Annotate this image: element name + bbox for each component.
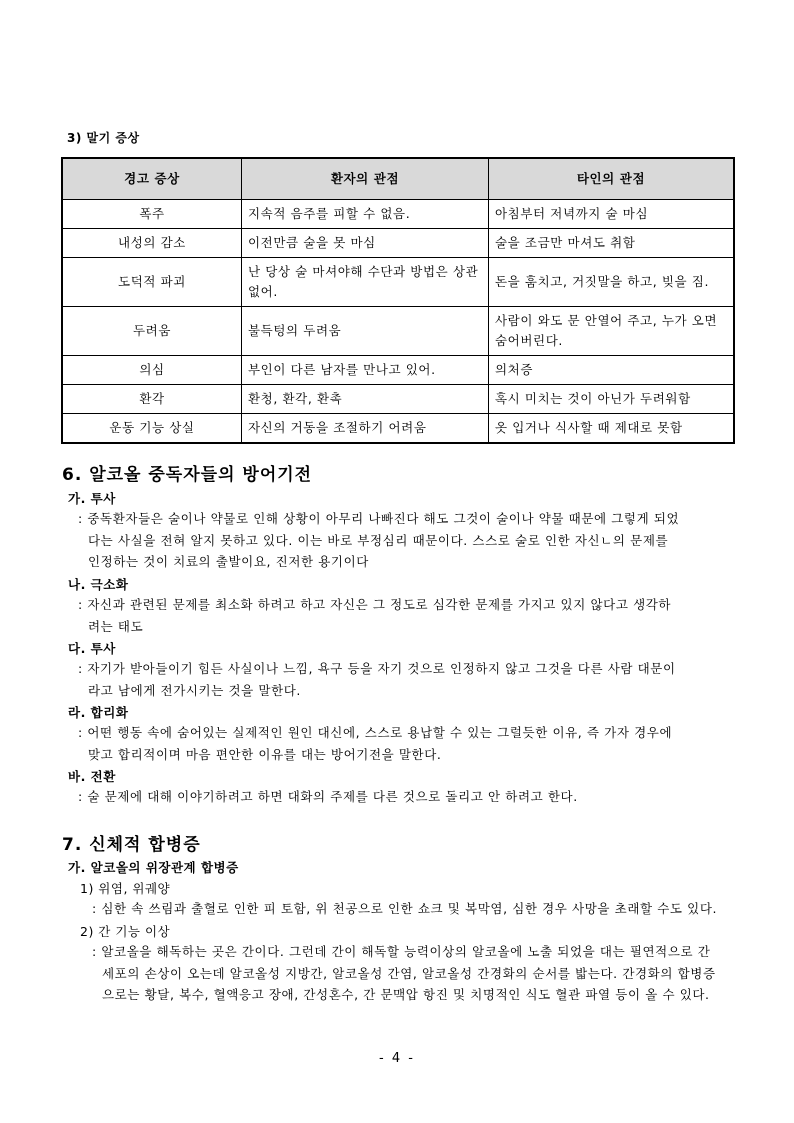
- table-row: [62, 307, 734, 356]
- text-line: 으로는 황달, 복수, 혈액응고 장애, 간성혼수, 간 문맥압 항진 및 치명적인 식도 혈관 파열 등이 올 수 있다.: [102, 987, 710, 1002]
- header-others-view: 타인의 관점: [489, 158, 735, 200]
- defense-heading-projection: 가. 투사: [68, 491, 116, 506]
- table-row: [62, 385, 734, 414]
- table-row: [62, 414, 734, 444]
- text-line: : 술 문제에 대해 이야기하려고 하면 대화의 주제를 다른 것으로 돌리고 안 하려고 한다.: [78, 789, 578, 804]
- table-cell: 환청, 환각, 환촉: [242, 385, 489, 414]
- defense-heading-projection-2: 다. 투사: [68, 641, 116, 656]
- table-cell: 내성의 감소: [62, 229, 242, 258]
- table-row: [62, 200, 734, 229]
- text-line: : 자기가 받아들이기 힘든 사실이나 느낌, 욕구 등을 자기 것으로 인정하지 않고 그것을 다른 사람 대문이: [78, 661, 676, 676]
- defense-text-projection: [78, 508, 738, 573]
- table-cell: 혹시 미치는 것이 아닌가 두려워함: [489, 385, 735, 414]
- defense-heading-minimization: 나. 극소화: [68, 577, 129, 592]
- table-cell: 돈을 훔치고, 거짓말을 하고, 빚을 짐.: [489, 258, 735, 307]
- defense-text-projection-2: [78, 658, 738, 701]
- defense-text-rationalization: [78, 722, 738, 765]
- text-line: : 중독환자들은 술이나 약물로 인해 상황이 아무리 나빠진다 해도 그것이 술이나 약물 때문에 그렇게 되었: [78, 511, 680, 526]
- header-patient-view: 환자의 관점: [242, 158, 489, 200]
- warning-symptoms-table: [61, 157, 735, 444]
- section-6-title: 6. 알코올 중독자들의 방어기전: [62, 465, 313, 485]
- table-cell: 술을 조금만 마셔도 취함: [489, 229, 735, 258]
- table-cell: 부인이 다른 남자를 만나고 있어.: [242, 356, 489, 385]
- table-header-row: [62, 158, 734, 200]
- table-cell: 아침부터 저녁까지 술 마심: [489, 200, 735, 229]
- text-line: 맞고 합리적이며 마음 편안한 이유를 대는 방어기전을 말한다.: [88, 746, 442, 762]
- header-warning-symptom: 경고 증상: [62, 158, 242, 200]
- text-line: 인정하는 것이 치료의 출발이요, 진저한 용기이다: [88, 554, 369, 569]
- table-cell: 의처증: [489, 356, 735, 385]
- table-cell: 환각: [62, 385, 242, 414]
- table-cell: 이전만큼 술을 못 마심: [242, 229, 489, 258]
- table-row: [62, 356, 734, 385]
- table-cell: 의심: [62, 356, 242, 385]
- text-line: : 심한 속 쓰림과 출혈로 인한 피 토함, 위 천공으로 인한 쇼크 및 복막염, 심한 경우 사망을 초래할 수도 있다.: [92, 901, 718, 916]
- text-line: : 알코올을 해독하는 곳은 간이다. 그런데 간이 해독할 능력이상의 알코올에 노출 되었을 대는 필연적으로 간: [92, 944, 711, 959]
- defense-text-conversion: [78, 786, 738, 808]
- table-cell: 폭주: [62, 200, 242, 229]
- table-cell: 도덕적 파괴: [62, 258, 242, 307]
- table-cell: 자신의 거동을 조절하기 어려움: [242, 414, 489, 444]
- section-7-title: 7. 신체적 합병증: [62, 835, 201, 855]
- gastritis-heading: 1) 위염, 위궤양: [80, 881, 171, 896]
- text-line: 세포의 손상이 오는데 알코올성 지방간, 알코올성 간염, 알코올성 간경화의 순서를 밟는다. 간경화의 합병증: [102, 965, 716, 981]
- table-cell: 지속적 음주를 피할 수 없음.: [242, 200, 489, 229]
- table-cell: 운동 기능 상실: [62, 414, 242, 444]
- text-line: : 자신과 관련된 문제를 최소화 하려고 하고 자신은 그 정도로 심각한 문제를 가지고 있지 않다고 생각하: [78, 597, 672, 612]
- text-line: 려는 태도: [88, 618, 144, 634]
- table-cell: 불득텅의 두려움: [242, 307, 489, 356]
- gi-complications-heading: 가. 알코올의 위장관계 합병증: [68, 860, 239, 875]
- table-cell: 두려움: [62, 307, 242, 356]
- table-cell: 옷 입거나 식사할 때 제대로 못함: [489, 414, 735, 444]
- liver-heading: 2) 간 기능 이상: [80, 924, 171, 939]
- table-row: [62, 258, 734, 307]
- liver-text: [92, 941, 738, 1006]
- defense-text-minimization: [78, 594, 738, 637]
- defense-heading-conversion: 바. 전환: [68, 769, 116, 784]
- table-cell: 난 당상 술 마셔야해 수단과 방법은 상관없어.: [242, 258, 489, 307]
- text-line: 다는 사실을 전혀 알지 못하고 있다. 이는 바로 부정심리 때문이다. 스스로 술로 인한 자신ㄴ의 문제를: [88, 532, 669, 548]
- section-3-title: 3) 말기 증상: [67, 131, 140, 145]
- text-line: : 어떤 행동 속에 숨어있는 실제적인 원인 대신에, 스스로 용납할 수 있는 그럴듯한 이유, 즉 가자 경우에: [78, 725, 673, 740]
- text-line: 라고 남에게 전가시키는 것을 말한다.: [88, 682, 301, 698]
- page-number: - 4 -: [379, 1051, 415, 1066]
- defense-heading-rationalization: 라. 합리화: [68, 705, 129, 720]
- gastritis-text: [92, 898, 738, 920]
- table-row: [62, 229, 734, 258]
- table-cell: 사람이 와도 문 안열어 주고, 누가 오면 숨어버린다.: [489, 307, 735, 356]
